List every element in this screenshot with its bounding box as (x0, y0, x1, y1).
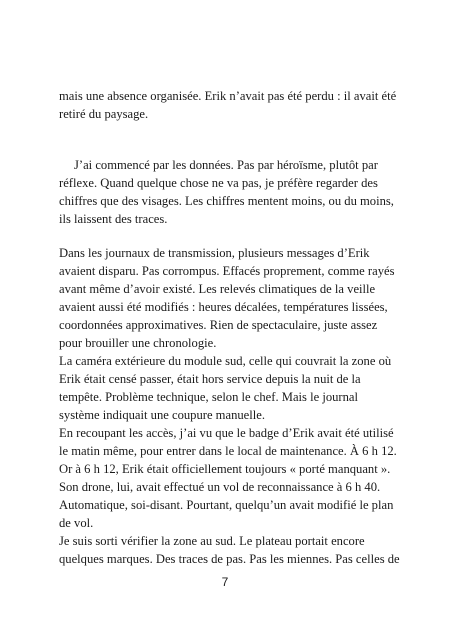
text-line: Son drone, lui, avait effectué un vol de reconnaissance à 6 h 40. (59, 480, 381, 494)
paragraph-1 (59, 87, 399, 123)
text-line: coordonnées approximatives. Rien de spectaculaire, juste assez (59, 318, 378, 332)
text-line: J’ai commencé par les données. Pas par héroïsme, plutôt par (74, 158, 378, 172)
text-line: mais une absence organisée. Erik n’avait pas été perdu : il avait été (59, 89, 397, 103)
text-line: Je suis sorti vérifier la zone au sud. Le plateau portait encore (59, 534, 365, 548)
text-line: avaient aussi été modifiés : heures décalées, températures lissées, (59, 300, 388, 314)
text-line: chiffres que des visages. Les chiffres mentent moins, ou du moins, (59, 194, 394, 208)
text-line: En recoupant les accès, j’ai vu que le badge d’Erik avait été utilisé (59, 426, 394, 440)
paragraph-3 (59, 244, 399, 352)
text-line: pour brouiller une chronologie. (59, 336, 217, 350)
text-line: Automatique, soi-disant. Pourtant, quelqu’un avait modifié le plan (59, 498, 394, 512)
text-line: Erik était censé passer, était hors service depuis la nuit de la (59, 372, 361, 386)
text-line: de vol. (59, 516, 94, 530)
text-line: système indiquait une coupure manuelle. (59, 408, 265, 422)
text-line: ils laissent des traces. (59, 212, 168, 226)
text-line: tempête. Problème technique, selon le chef. Mais le journal (59, 390, 359, 404)
paragraph-2 (59, 156, 399, 228)
text-line: La caméra extérieure du module sud, celle qui couvrait la zone où (59, 354, 392, 368)
text-line: quelques marques. Des traces de pas. Pas les miennes. Pas celles de (59, 552, 400, 566)
page-number: 7 (221, 575, 229, 589)
text-line: Dans les journaux de transmission, plusieurs messages d’Erik (59, 246, 370, 260)
text-line: retiré du paysage. (59, 107, 149, 121)
text-line: Or à 6 h 12, Erik était officiellement toujours « porté manquant ». (59, 462, 391, 476)
text-line: réflexe. Quand quelque chose ne va pas, je préfère regarder des (59, 176, 378, 190)
text-line: avant même d’avoir existé. Les relevés climatiques de la veille (59, 282, 376, 296)
paragraph-5 (59, 424, 399, 532)
paragraph-4 (59, 352, 399, 424)
text-line: le matin même, pour entrer dans le local de maintenance. À 6 h 12. (59, 444, 397, 458)
paragraph-6 (59, 532, 399, 568)
text-line: avaient disparu. Pas corrompus. Effacés proprement, comme rayés (59, 264, 395, 278)
